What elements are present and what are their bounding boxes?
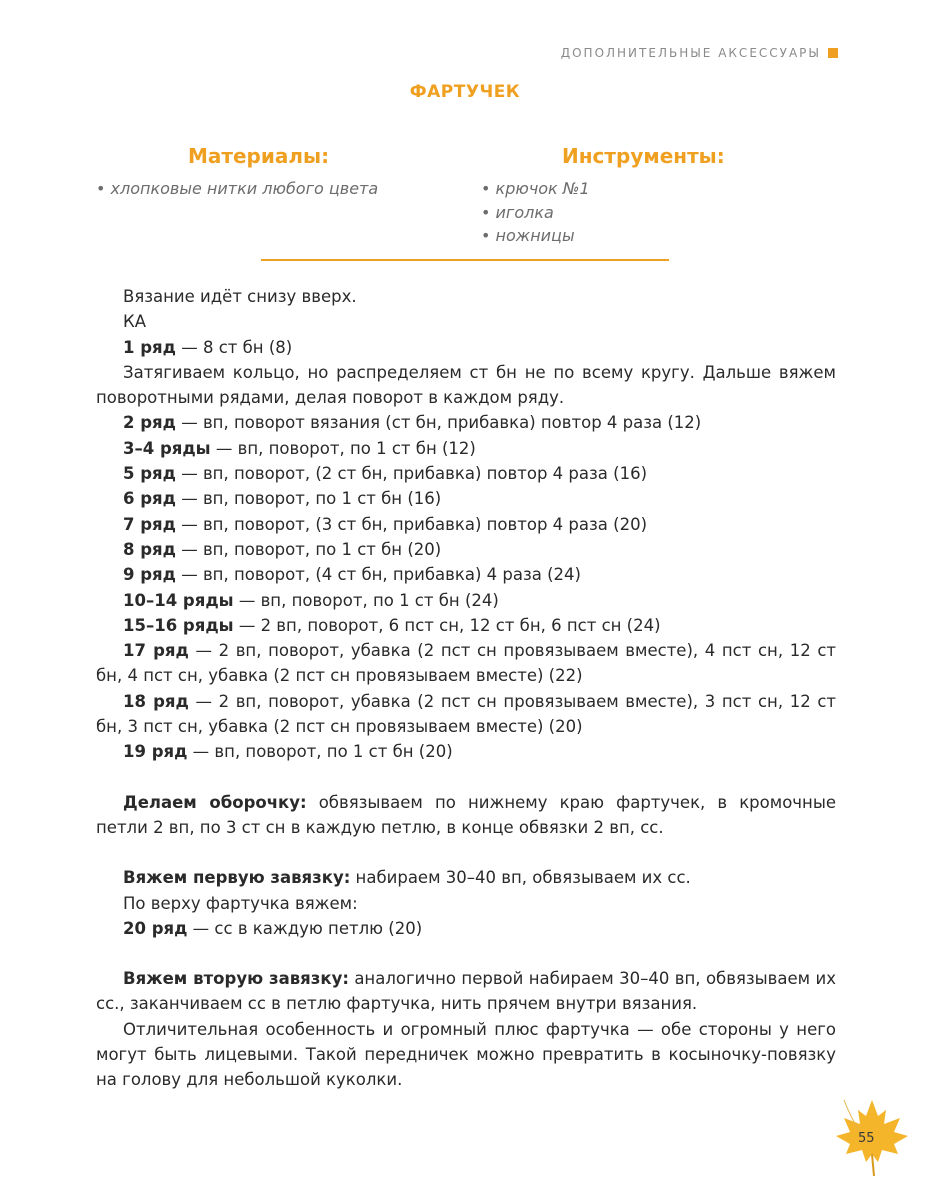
row-instruction (96, 739, 836, 764)
spacer (96, 941, 836, 966)
step-text: обвязываем по нижнему краю фартучек, в кромочные петли 2 вп, по 3 ст сн в каждую петлю, в конце обвязки 2 вп, сс. (96, 792, 837, 837)
paragraph: Затягиваем кольцо, но распределяем ст бн не по всему кругу. Дальше вяжем поворотными рядами, делая поворот в каждом ряду. (96, 362, 836, 408)
row-label: 15–16 ряды (123, 615, 234, 635)
row-instruction (96, 461, 836, 486)
instructions (96, 284, 836, 1093)
step-label: Вяжем вторую завязку: (123, 969, 349, 989)
row-label: 2 ряд (123, 413, 176, 433)
row-instruction (96, 689, 836, 740)
paragraph (96, 966, 836, 1017)
row-instruction (96, 486, 836, 511)
row-label: 1 ряд (123, 337, 176, 357)
row-text: — вп, поворот, по 1 ст бн (16) (175, 489, 442, 509)
paragraph: Отличительная особенность и огромный плюс фартучка — обе стороны у него могут быть лицевыми. Такой передничек можно превратить в косыночку-повязку на голову для небольшой куколки. (96, 1019, 836, 1090)
materials-list (96, 177, 378, 201)
row-instruction (96, 537, 836, 562)
row-text: — 2 вп, поворот, 6 пст сн, 12 ст бн, 6 пст сн (24) (233, 615, 661, 635)
row-label: 18 ряд (123, 691, 189, 711)
tools-heading: Инструменты: (562, 144, 725, 168)
row-label: 20 ряд (123, 918, 188, 938)
row-label: 3–4 ряды (123, 438, 211, 458)
section-marker (828, 48, 838, 58)
row-instruction (96, 638, 836, 689)
materials-heading: Материалы: (188, 144, 330, 168)
paragraph (96, 865, 836, 890)
materials-item: • хлопковые нитки любого цвета (96, 179, 379, 198)
row-text: — 2 вп, поворот, убавка (2 пст сн провязываем вместе), 3 пст сн, 12 ст бн, 3 пст сн, убавка (2 пст сн провязываем вместе) (20) (96, 691, 837, 737)
row-instruction (96, 410, 836, 435)
tools-list (481, 177, 590, 248)
row-label: 10–14 ряды (123, 590, 234, 610)
row-text: — вп, поворот, (4 ст бн, прибавка) 4 раза (24) (175, 565, 581, 585)
step-text: аналогично первой набираем 30–40 вп, обвязываем их сс., заканчиваем сс в петлю фартучка, нить прячем внутри вязания. (96, 969, 836, 1014)
section-title: ДОПОЛНИТЕЛЬНЫЕ АКСЕССУАРЫ (560, 46, 821, 60)
page-title: ФАРТУЧЕК (409, 82, 521, 102)
row-text: — 2 вп, поворот, убавка (2 пст сн провязываем вместе), 4 пст сн, 12 ст бн, 4 пст сн, убавка (2 пст сн провязываем вместе) (22) (96, 641, 837, 686)
row-instruction (96, 562, 836, 587)
paragraph (96, 790, 836, 841)
row-label: 9 ряд (123, 565, 176, 585)
row-instruction (96, 512, 836, 537)
row-label: 6 ряд (123, 489, 176, 509)
row-label: 7 ряд (123, 514, 176, 534)
row-instruction (96, 335, 836, 360)
paragraph: Вязание идёт снизу вверх. (123, 287, 357, 306)
row-text: — вп, поворот, по 1 ст бн (24) (233, 590, 499, 610)
page-number: 55 (858, 1131, 875, 1146)
row-text: — вп, поворот, (3 ст бн, прибавка) повтор 4 раза (20) (175, 514, 648, 534)
row-text: — вп, поворот вязания (ст бн, прибавка) повтор 4 раза (12) (175, 413, 702, 433)
row-label: 17 ряд (123, 641, 189, 661)
section-divider (261, 259, 669, 261)
row-instruction (96, 588, 836, 613)
row-text: — вп, поворот, по 1 ст бн (20) (187, 742, 453, 762)
row-text: — вп, поворот, по 1 ст бн (20) (175, 539, 442, 559)
row-text: — 8 ст бн (8) (175, 337, 293, 357)
row-label: 5 ряд (123, 464, 176, 484)
tools-item: • иголка (481, 202, 554, 222)
paragraph: По верху фартучка вяжем: (123, 893, 358, 913)
step-text: набираем 30–40 вп, обвязываем их сс. (350, 868, 691, 888)
row-label: 8 ряд (123, 539, 176, 559)
row-text: — вп, поворот, (2 ст бн, прибавка) повтор 4 раза (16) (175, 464, 648, 484)
row-instruction (96, 916, 836, 941)
step-label: Делаем оборочку: (123, 792, 307, 812)
spacer (96, 840, 836, 865)
spacer (96, 765, 836, 790)
tools-item: • ножницы (481, 226, 575, 245)
section-header (561, 46, 838, 60)
step-label: Вяжем первую завязку: (123, 868, 351, 888)
tools-item: • крючок №1 (481, 179, 590, 198)
paragraph: КА (123, 312, 147, 332)
row-text: — сс в каждую петлю (20) (187, 918, 423, 938)
row-label: 19 ряд (123, 742, 188, 762)
row-instruction (96, 613, 836, 638)
row-instruction (96, 436, 836, 461)
row-text: — вп, поворот, по 1 ст бн (12) (210, 438, 476, 458)
